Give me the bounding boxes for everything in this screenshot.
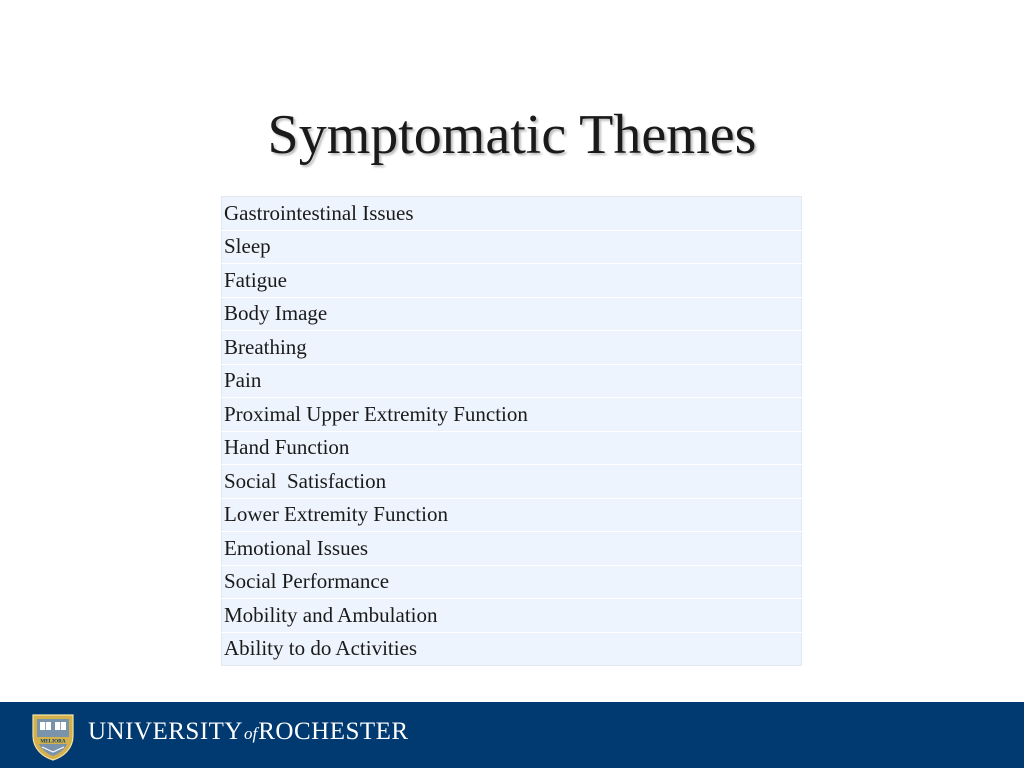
theme-cell: Sleep bbox=[222, 230, 802, 264]
theme-cell: Social Performance bbox=[222, 565, 802, 599]
table-row bbox=[222, 364, 802, 398]
theme-cell: Pain bbox=[222, 364, 802, 398]
themes-table bbox=[221, 196, 802, 666]
theme-cell: Hand Function bbox=[222, 431, 802, 465]
theme-cell: Mobility and Ambulation bbox=[222, 599, 802, 633]
table-row bbox=[222, 465, 802, 499]
wordmark-of: of bbox=[244, 724, 258, 743]
theme-cell: Emotional Issues bbox=[222, 532, 802, 566]
university-wordmark bbox=[88, 717, 409, 749]
theme-cell: Gastrointestinal Issues bbox=[222, 197, 802, 231]
table-row bbox=[222, 565, 802, 599]
theme-cell: Social Satisfaction bbox=[222, 465, 802, 499]
table-row bbox=[222, 599, 802, 633]
table-row bbox=[222, 264, 802, 298]
wordmark-rochester: ROCHESTER bbox=[258, 718, 409, 745]
table-row bbox=[222, 431, 802, 465]
table-row bbox=[222, 297, 802, 331]
university-shield-icon bbox=[30, 712, 76, 762]
table-row bbox=[222, 532, 802, 566]
theme-cell: Ability to do Activities bbox=[224, 636, 418, 661]
table-row bbox=[222, 398, 802, 432]
footer-bar bbox=[0, 702, 1024, 768]
theme-cell: Body Image bbox=[222, 297, 802, 331]
slide-title: Symptomatic Themes bbox=[267, 104, 757, 166]
theme-cell: Lower Extremity Function bbox=[222, 498, 802, 532]
theme-cell: Breathing bbox=[222, 331, 802, 365]
table-row bbox=[222, 230, 802, 264]
theme-cell: Fatigue bbox=[222, 264, 802, 298]
table-row bbox=[222, 498, 802, 532]
table-row bbox=[222, 331, 802, 365]
theme-cell: Proximal Upper Extremity Function bbox=[222, 398, 802, 432]
table-row bbox=[222, 632, 802, 666]
shield-motto: MELIORA bbox=[40, 738, 66, 745]
table-row bbox=[222, 197, 802, 231]
wordmark-university: UNIVERSITY bbox=[88, 718, 243, 745]
